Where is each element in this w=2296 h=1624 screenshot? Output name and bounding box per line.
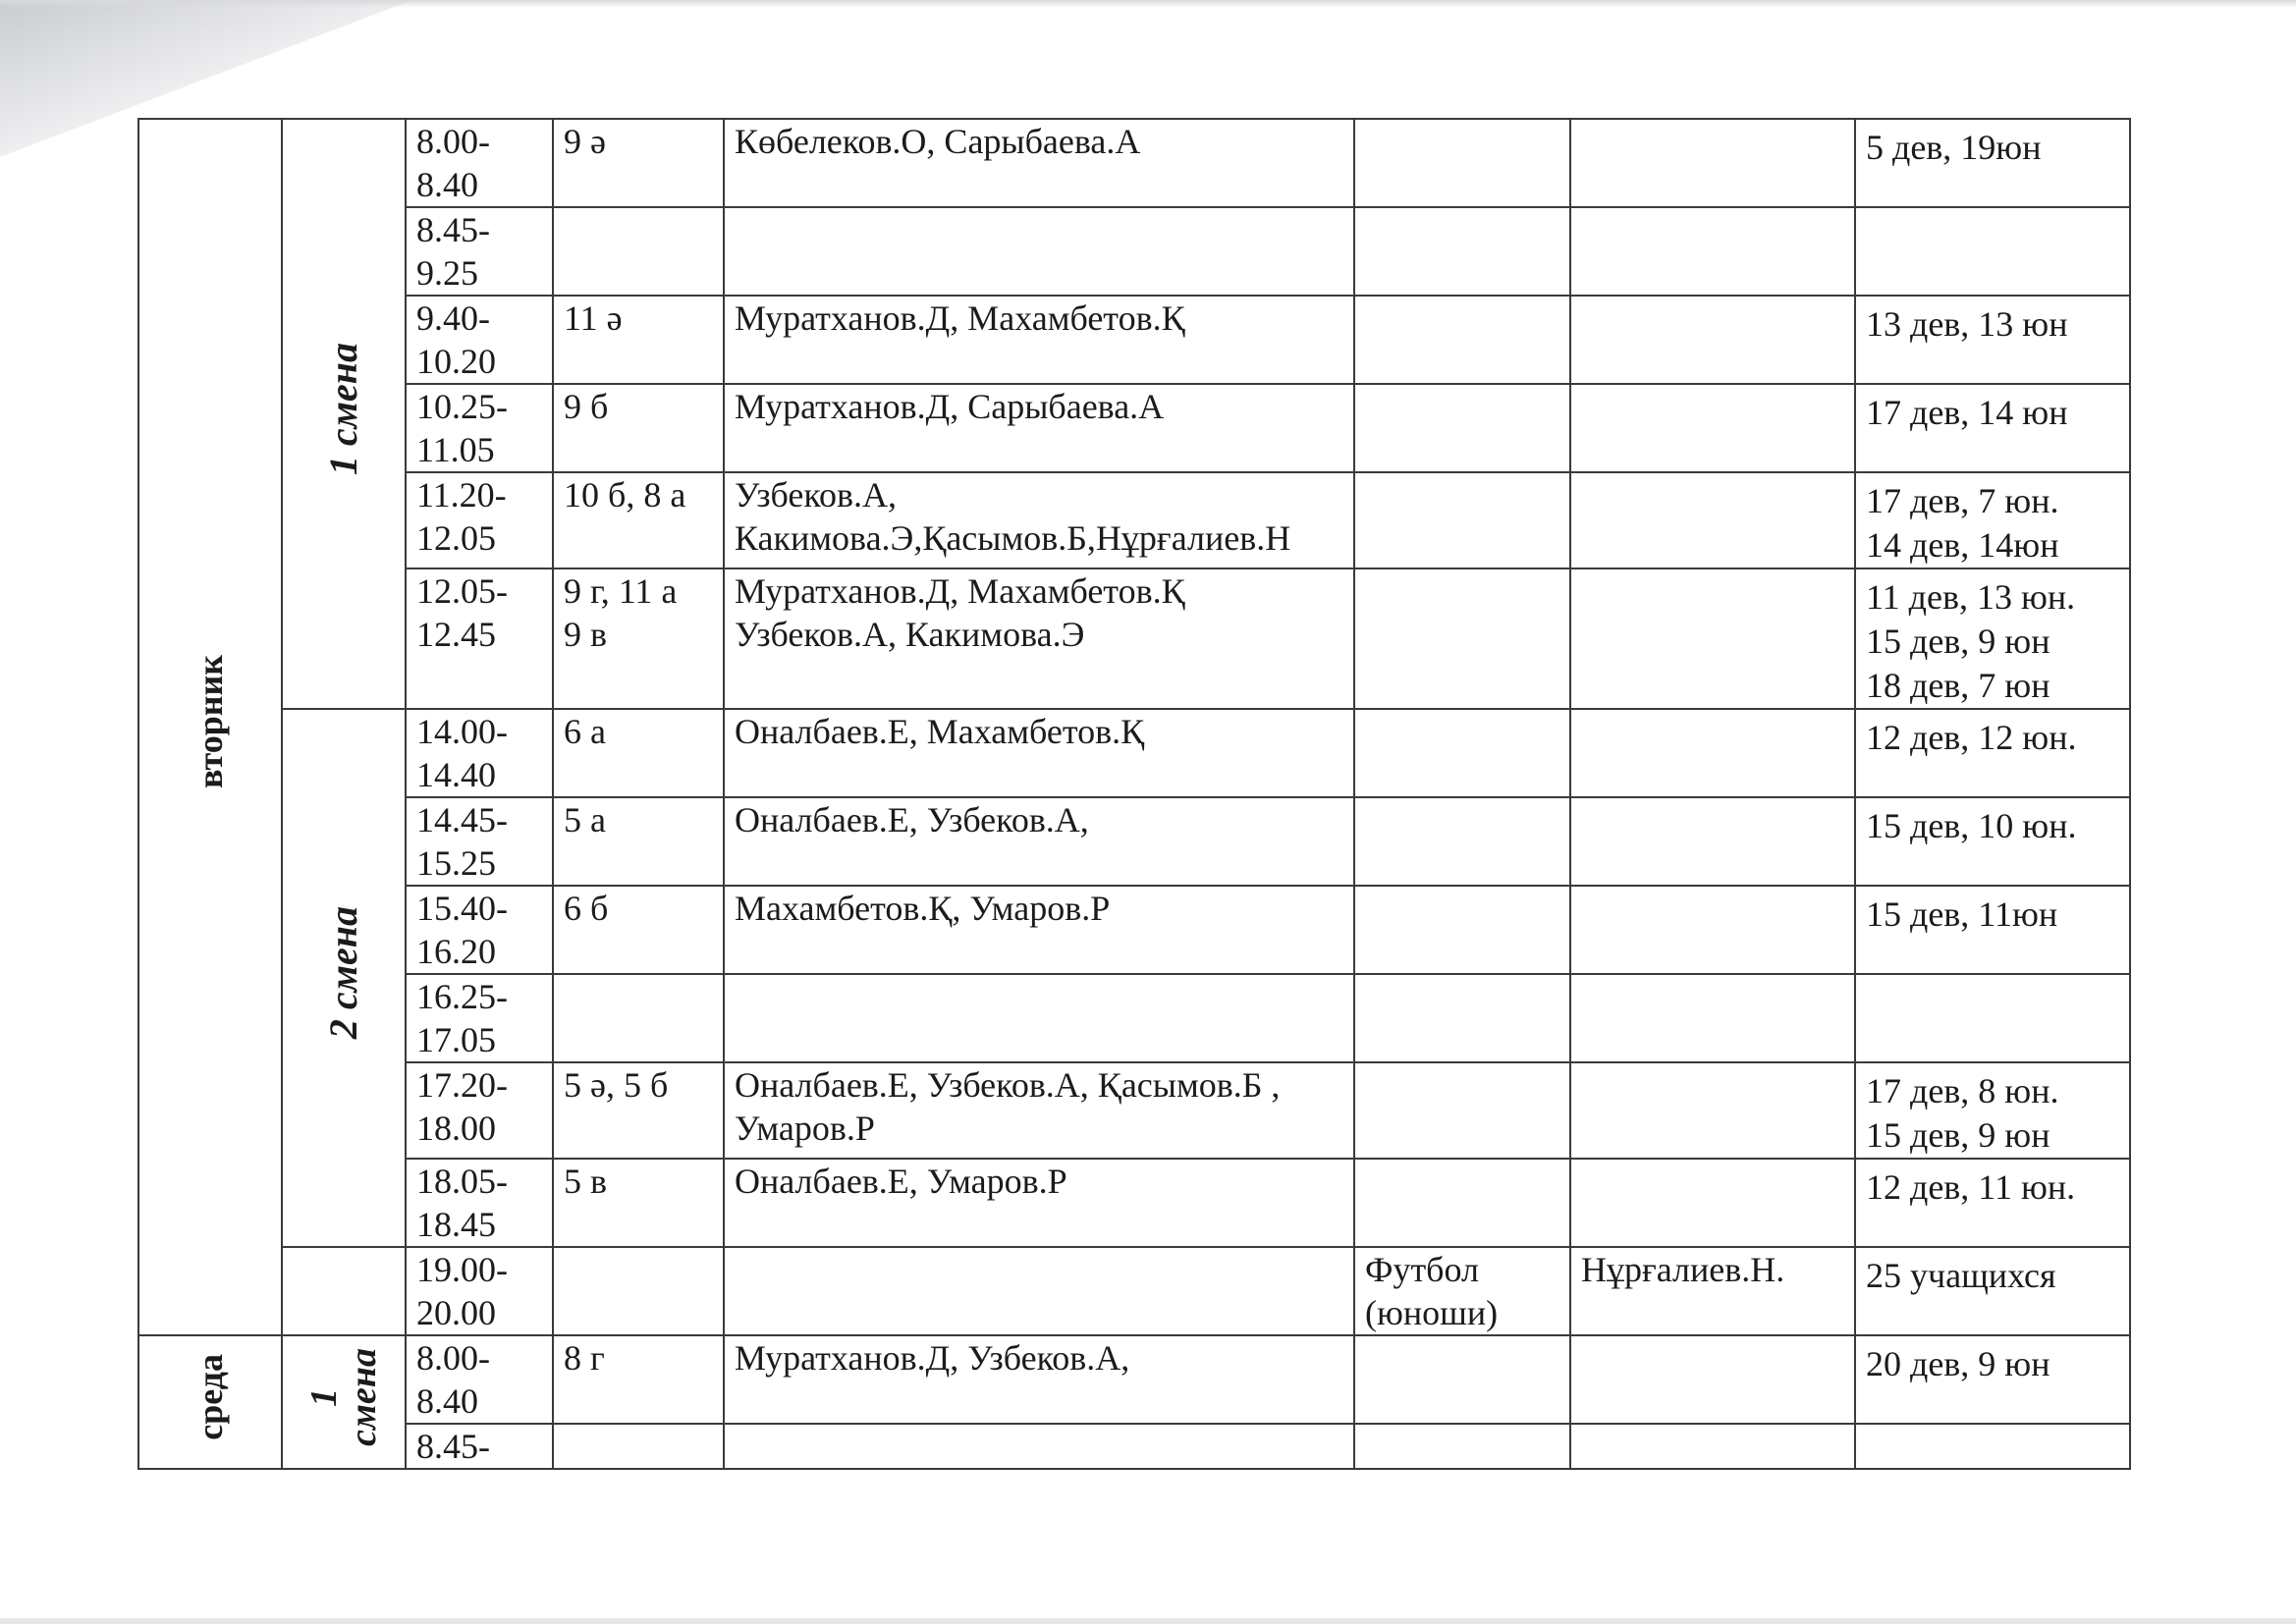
students-cell	[1855, 1424, 2130, 1469]
class-cell: 6 а	[553, 709, 724, 797]
sport-cell	[1354, 709, 1570, 797]
students-cell: 12 дев, 11 юн.	[1855, 1159, 2130, 1247]
coach-cell	[1570, 974, 1855, 1062]
teachers-cell: Муратханов.Д, Махамбетов.Қ	[724, 296, 1354, 384]
sport-cell	[1354, 472, 1570, 568]
time-cell: 14.00- 14.40	[406, 709, 553, 797]
teachers-cell: Муратханов.Д, Махамбетов.Қ Узбеков.А, Какимова.Э	[724, 568, 1354, 709]
time-cell: 11.20- 12.05	[406, 472, 553, 568]
coach-cell	[1570, 568, 1855, 709]
class-cell	[553, 207, 724, 296]
teachers-cell	[724, 1247, 1354, 1335]
class-cell: 6 б	[553, 886, 724, 974]
time-cell: 17.20- 18.00	[406, 1062, 553, 1159]
table-row	[138, 296, 2130, 384]
students-cell: 17 дев, 14 юн	[1855, 384, 2130, 472]
table-row	[138, 119, 2130, 207]
table-row	[138, 472, 2130, 568]
teachers-cell: Махамбетов.Қ, Умаров.Р	[724, 886, 1354, 974]
students-cell	[1855, 974, 2130, 1062]
coach-cell	[1570, 709, 1855, 797]
schedule-table	[137, 118, 2131, 1470]
students-cell: 5 дев, 19юн	[1855, 119, 2130, 207]
table-row	[138, 207, 2130, 296]
coach-cell	[1570, 1424, 1855, 1469]
coach-cell	[1570, 119, 1855, 207]
shift-cell-empty	[282, 1247, 406, 1335]
sport-cell	[1354, 568, 1570, 709]
table-row	[138, 797, 2130, 886]
coach-cell	[1570, 207, 1855, 296]
sport-cell	[1354, 119, 1570, 207]
class-cell: 5 а	[553, 797, 724, 886]
coach-cell	[1570, 472, 1855, 568]
time-cell: 8.00- 8.40	[406, 119, 553, 207]
class-cell: 9 ә	[553, 119, 724, 207]
teachers-cell: Оналбаев.Е, Махамбетов.Қ	[724, 709, 1354, 797]
teachers-cell: Оналбаев.Е, Узбеков.А,	[724, 797, 1354, 886]
table-row	[138, 384, 2130, 472]
class-cell: 11 ә	[553, 296, 724, 384]
students-cell: 17 дев, 7 юн. 14 дев, 14юн	[1855, 472, 2130, 568]
teachers-cell: Оналбаев.Е, Узбеков.А, Қасымов.Б , Умаров.Р	[724, 1062, 1354, 1159]
shift-label-wednesday-first: 1 смена	[303, 1348, 384, 1446]
shift-cell-second	[282, 709, 406, 1247]
sport-cell	[1354, 886, 1570, 974]
sport-cell: Футбол (юноши)	[1354, 1247, 1570, 1335]
coach-cell	[1570, 384, 1855, 472]
teachers-cell	[724, 207, 1354, 296]
class-cell: 8 г	[553, 1335, 724, 1424]
shift-label-second: 2 смена	[321, 906, 365, 1040]
day-cell-wednesday	[138, 1335, 282, 1469]
shift-cell-first	[282, 119, 406, 709]
coach-cell	[1570, 1159, 1855, 1247]
sport-cell	[1354, 1424, 1570, 1469]
day-label-tuesday: вторник	[191, 655, 230, 789]
table-row	[138, 1247, 2130, 1335]
class-cell	[553, 1247, 724, 1335]
class-cell: 10 б, 8 а	[553, 472, 724, 568]
sport-cell	[1354, 1159, 1570, 1247]
teachers-cell: Оналбаев.Е, Умаров.Р	[724, 1159, 1354, 1247]
teachers-cell	[724, 974, 1354, 1062]
table-row	[138, 1159, 2130, 1247]
time-cell: 19.00- 20.00	[406, 1247, 553, 1335]
shift-label-first: 1 смена	[321, 342, 365, 476]
students-cell: 25 учащихся	[1855, 1247, 2130, 1335]
class-cell: 9 г, 11 а 9 в	[553, 568, 724, 709]
table-row	[138, 568, 2130, 709]
teachers-cell: Көбелеков.О, Сарыбаева.А	[724, 119, 1354, 207]
teachers-cell	[724, 1424, 1354, 1469]
students-cell: 15 дев, 11юн	[1855, 886, 2130, 974]
table-row	[138, 886, 2130, 974]
students-cell: 12 дев, 12 юн.	[1855, 709, 2130, 797]
sport-cell	[1354, 1335, 1570, 1424]
teachers-cell: Узбеков.А, Какимова.Э,Қасымов.Б,Нұрғалиев.Н	[724, 472, 1354, 568]
class-cell: 5 в	[553, 1159, 724, 1247]
time-cell: 8.00- 8.40	[406, 1335, 553, 1424]
table-row	[138, 1062, 2130, 1159]
shift-cell-wednesday-first	[282, 1335, 406, 1469]
sport-cell	[1354, 384, 1570, 472]
teachers-cell: Муратханов.Д, Сарыбаева.А	[724, 384, 1354, 472]
class-cell: 5 ә, 5 б	[553, 1062, 724, 1159]
class-cell	[553, 1424, 724, 1469]
coach-cell	[1570, 1335, 1855, 1424]
students-cell: 15 дев, 10 юн.	[1855, 797, 2130, 886]
time-cell: 10.25- 11.05	[406, 384, 553, 472]
table-row	[138, 974, 2130, 1062]
time-cell: 18.05- 18.45	[406, 1159, 553, 1247]
time-cell: 8.45-	[406, 1424, 553, 1469]
table-row	[138, 709, 2130, 797]
students-cell: 17 дев, 8 юн. 15 дев, 9 юн	[1855, 1062, 2130, 1159]
sport-cell	[1354, 207, 1570, 296]
coach-cell	[1570, 1062, 1855, 1159]
scan-bottom-edge	[0, 1618, 2296, 1624]
students-cell: 20 дев, 9 юн	[1855, 1335, 2130, 1424]
coach-cell	[1570, 886, 1855, 974]
scan-top-edge	[0, 0, 2296, 8]
day-cell-tuesday	[138, 119, 282, 1335]
table-row	[138, 1335, 2130, 1424]
coach-cell	[1570, 797, 1855, 886]
time-cell: 16.25- 17.05	[406, 974, 553, 1062]
sport-cell	[1354, 974, 1570, 1062]
coach-cell: Нұрғалиев.Н.	[1570, 1247, 1855, 1335]
time-cell: 12.05- 12.45	[406, 568, 553, 709]
students-cell: 13 дев, 13 юн	[1855, 296, 2130, 384]
table-row	[138, 1424, 2130, 1469]
time-cell: 15.40- 16.20	[406, 886, 553, 974]
coach-cell	[1570, 296, 1855, 384]
sport-cell	[1354, 797, 1570, 886]
students-cell: 11 дев, 13 юн. 15 дев, 9 юн 18 дев, 7 юн	[1855, 568, 2130, 709]
time-cell: 8.45- 9.25	[406, 207, 553, 296]
class-cell: 9 б	[553, 384, 724, 472]
time-cell: 14.45- 15.25	[406, 797, 553, 886]
day-label-wednesday: среда	[191, 1354, 230, 1440]
sport-cell	[1354, 1062, 1570, 1159]
students-cell	[1855, 207, 2130, 296]
class-cell	[553, 974, 724, 1062]
teachers-cell: Муратханов.Д, Узбеков.А,	[724, 1335, 1354, 1424]
time-cell: 9.40- 10.20	[406, 296, 553, 384]
sport-cell	[1354, 296, 1570, 384]
